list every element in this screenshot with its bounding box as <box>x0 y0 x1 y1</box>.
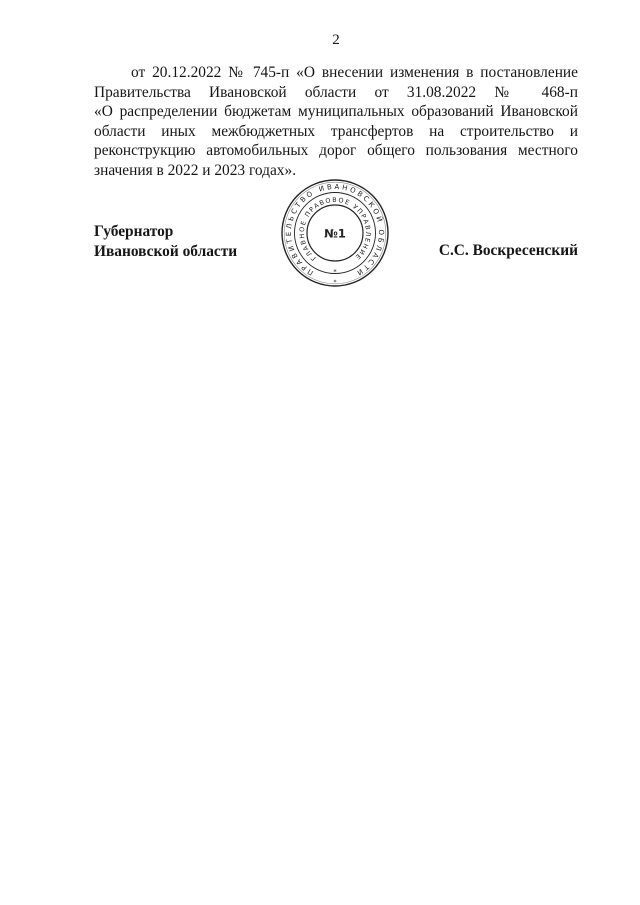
stamp-inner-bottom-mark: * <box>333 268 337 276</box>
page-number: 2 <box>332 32 340 48</box>
paragraph-line: реконструкцию автомобильных дорог общего пользования местного <box>94 142 578 159</box>
stamp-number-text: №1 <box>324 226 346 241</box>
paragraph-line: значения в 2022 и 2023 годах». <box>94 161 297 179</box>
stamp-inner-ring-text: ГЛАВНОЕ ПРАВОВОЕ УПРАВЛЕНИЕ <box>297 195 373 263</box>
paragraph-line: от 20.12.2022 № 745-п «О внесении изменения в постановление <box>131 64 578 81</box>
signature-name: С.С. Воскресенский <box>438 242 578 259</box>
stamp-outer-bottom-mark: * <box>333 279 337 286</box>
approval-stamp-seal <box>281 179 389 287</box>
signature-title <box>94 222 237 262</box>
body-paragraph <box>94 63 578 180</box>
signature-title-line1: Губернатор <box>94 223 174 240</box>
paragraph-line: области иных межбюджетных трансфертов на строительство и <box>94 122 578 140</box>
paragraph-line: «О распределении бюджетам муниципальных образований Ивановской <box>94 103 578 120</box>
stamp-outer-ring-text: ПРАВИТЕЛЬСТВО ИВАНОВСКОЙ ОБЛАСТИ <box>284 182 386 277</box>
signature-title-line2: Ивановской области <box>94 243 238 260</box>
paragraph-line: Правительства Ивановской области от 31.08.2022 № 468-п <box>94 83 578 101</box>
